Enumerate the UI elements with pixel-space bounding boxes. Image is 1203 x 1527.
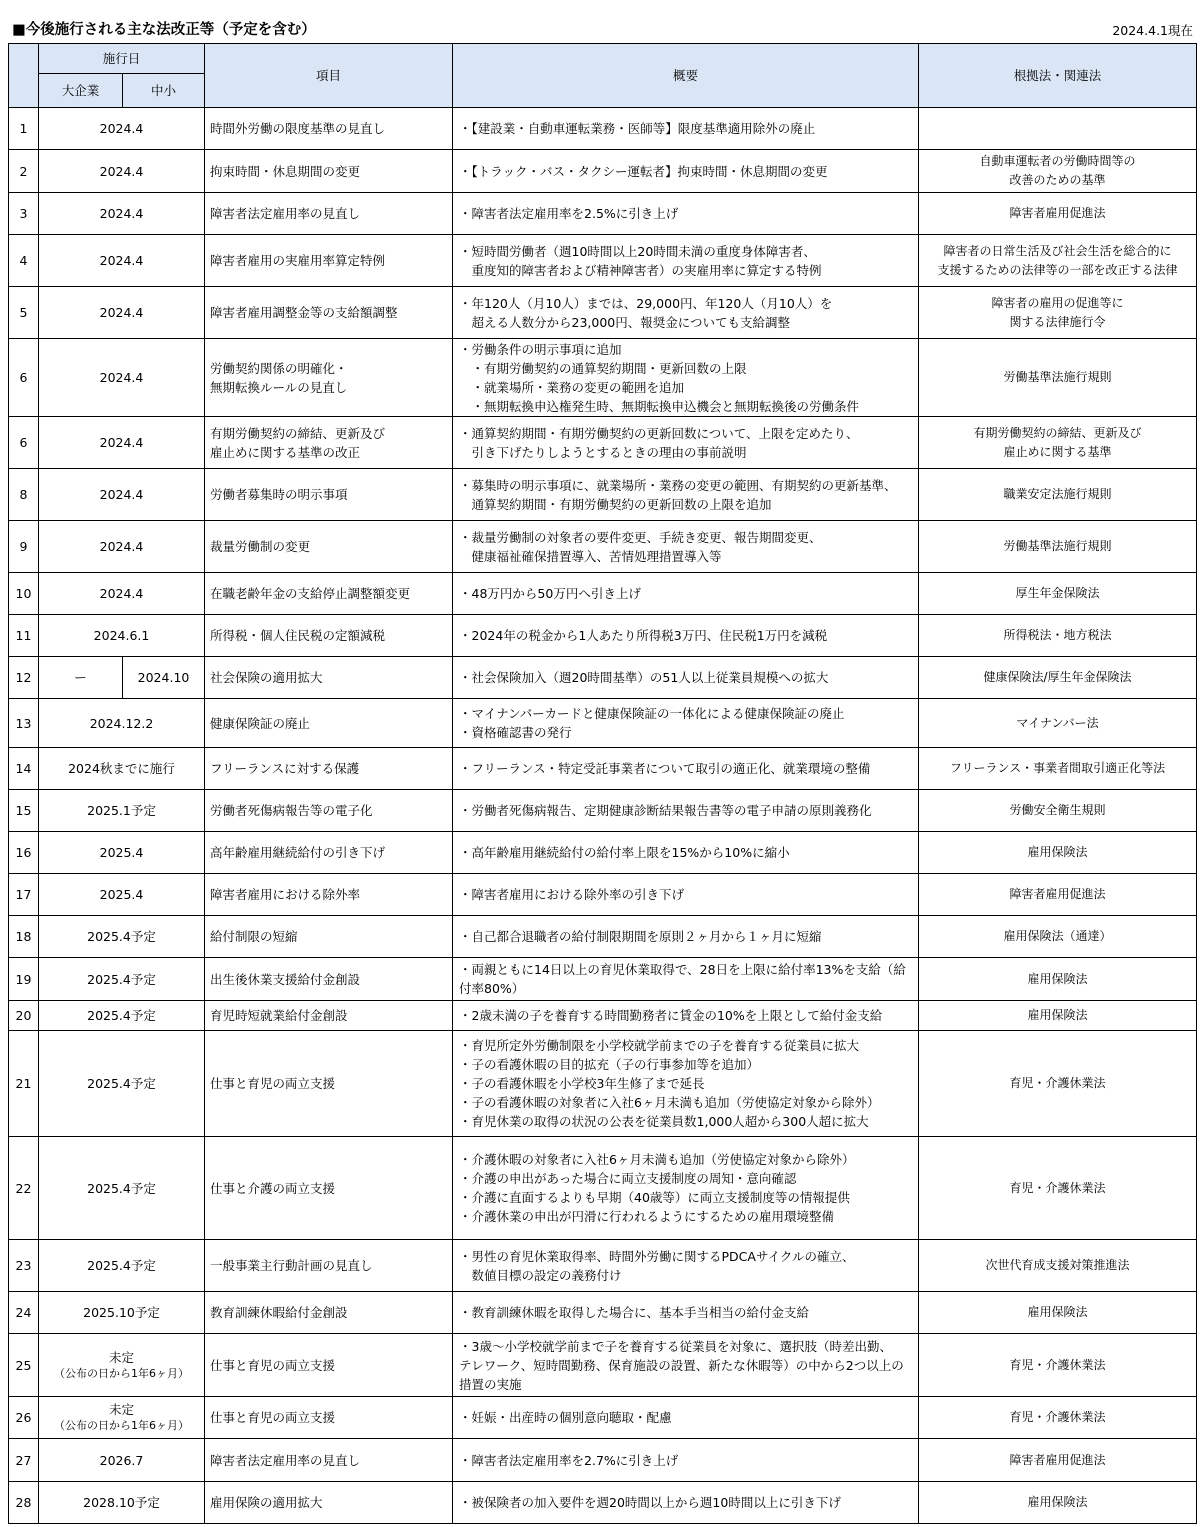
row-number: 18 (9, 916, 39, 958)
law-name: フリーランス・事業者間取引適正化等法 (919, 748, 1197, 790)
summary-text: ・男性の育児休業取得率、時間外労働に関するPDCAサイクルの確立、 数値目標の設定の義務付け (453, 1240, 919, 1292)
summary-text: ・育児所定外労働制限を小学校就学前までの子を養育する従業員に拡大 ・子の看護休暇の目的拡充（子の行事参加等を追加） ・子の看護休暇を小学校3年生修了まで延長 ・子の看護休暇の対象者に入社6ヶ月未満も追加（労使協定対象から除外） ・育児休業の取得の状況の公表を従業員数1,000人超から300人超に拡大 (453, 1031, 919, 1137)
law-name: 有期労働契約の締結、更新及び 雇止めに関する基準 (919, 417, 1197, 469)
effective-date: 2025.4予定 (39, 1240, 205, 1292)
item-name: 雇用保険の適用拡大 (205, 1482, 453, 1524)
table-row (9, 699, 1197, 748)
table-row (9, 615, 1197, 657)
summary-text: ・フリーランス・特定受託事業者について取引の適正化、就業環境の整備 (453, 748, 919, 790)
summary-text: ・募集時の明示事項に、就業場所・業務の変更の範囲、有期契約の更新基準、 通算契約期間・有期労働契約の更新回数の上限を追加 (453, 469, 919, 521)
law-name: 職業安定法施行規則 (919, 469, 1197, 521)
summary-text: ・障害者法定雇用率を2.5%に引き上げ (453, 193, 919, 235)
item-name: 障害者法定雇用率の見直し (205, 1439, 453, 1482)
item-name: 障害者雇用における除外率 (205, 874, 453, 916)
table-row (9, 150, 1197, 193)
item-name: 育児時短就業給付金創設 (205, 1001, 453, 1031)
summary-text: ・自己都合退職者の給付制限期間を原則２ヶ月から１ヶ月に短縮 (453, 916, 919, 958)
table-row (9, 657, 1197, 699)
row-number: 12 (9, 657, 39, 699)
row-number: 6 (9, 417, 39, 469)
item-name: 出生後休業支援給付金創設 (205, 958, 453, 1001)
effective-date: 2024.4 (39, 287, 205, 339)
effective-date-main: 未定 (109, 1402, 135, 1417)
summary-text: ・48万円から50万円へ引き上げ (453, 573, 919, 615)
table-row (9, 832, 1197, 874)
summary-text: ・2歳未満の子を養育する時間勤務者に賃金の10%を上限として給付金支給 (453, 1001, 919, 1031)
table-row (9, 469, 1197, 521)
effective-date (39, 1397, 205, 1439)
summary-text: ・裁量労働制の対象者の要件変更、手続き変更、報告期間変更、 健康福祉確保措置導入、苦情処理措置導入等 (453, 521, 919, 573)
law-name: 厚生年金保険法 (919, 573, 1197, 615)
item-name: 教育訓練休暇給付金創設 (205, 1292, 453, 1334)
effective-date: 2025.1予定 (39, 790, 205, 832)
summary-text: ・障害者法定雇用率を2.7%に引き上げ (453, 1439, 919, 1482)
summary-text: ・高年齢雇用継続給付の給付率上限を15%から10%に縮小 (453, 832, 919, 874)
item-name: 時間外労働の限度基準の見直し (205, 108, 453, 150)
summary-text: ・労働者死傷病報告、定期健康診断結果報告書等の電子申請の原則義務化 (453, 790, 919, 832)
effective-date: 2024.4 (39, 573, 205, 615)
table-row (9, 1482, 1197, 1524)
row-number: 3 (9, 193, 39, 235)
item-name: 社会保険の適用拡大 (205, 657, 453, 699)
law-name: 雇用保険法 (919, 1001, 1197, 1031)
item-name: 給付制限の短縮 (205, 916, 453, 958)
row-number: 19 (9, 958, 39, 1001)
law-name: 雇用保険法 (919, 832, 1197, 874)
effective-date: 2025.4予定 (39, 916, 205, 958)
effective-date: 2024.4 (39, 417, 205, 469)
header-large-company: 大企業 (39, 74, 123, 108)
row-number: 22 (9, 1137, 39, 1240)
law-name: 健康保険法/厚生年金保険法 (919, 657, 1197, 699)
summary-text: ・介護休暇の対象者に入社6ヶ月未満も追加（労使協定対象から除外） ・介護の申出があった場合に両立支援制度の周知・意向確認 ・介護に直面するよりも早期（40歳等）に両立支援制度等の情報提供 ・介護休業の申出が円滑に行われるようにするための雇用環境整備 (453, 1137, 919, 1240)
law-name: 障害者雇用促進法 (919, 193, 1197, 235)
law-name: 所得税法・地方税法 (919, 615, 1197, 657)
law-name: 雇用保険法 (919, 958, 1197, 1001)
effective-date: 2024.12.2 (39, 699, 205, 748)
law-name: 自動車運転者の労働時間等の 改善のための基準 (919, 150, 1197, 193)
effective-date-small: 2024.10 (123, 657, 205, 699)
row-number: 21 (9, 1031, 39, 1137)
row-number: 4 (9, 235, 39, 287)
table-row (9, 1439, 1197, 1482)
table-row (9, 790, 1197, 832)
summary-text: ・年120人（月10人）までは、29,000円、年120人（月10人）を 超える人数分から23,000円、報奨金についても支給調整 (453, 287, 919, 339)
table-row (9, 287, 1197, 339)
effective-date: 2024.6.1 (39, 615, 205, 657)
law-name: 労働安全衛生規則 (919, 790, 1197, 832)
effective-date: 2024.4 (39, 339, 205, 417)
law-name (919, 108, 1197, 150)
item-name: 拘束時間・休息期間の変更 (205, 150, 453, 193)
law-name: 雇用保険法 (919, 1482, 1197, 1524)
table-row (9, 193, 1197, 235)
effective-date-large: ー (39, 657, 123, 699)
item-name: 健康保険証の廃止 (205, 699, 453, 748)
row-number: 11 (9, 615, 39, 657)
table-row (9, 108, 1197, 150)
row-number: 6 (9, 339, 39, 417)
row-number: 17 (9, 874, 39, 916)
as-of-date: 2024.4.1現在 (1112, 23, 1193, 38)
law-name: 労働基準法施行規則 (919, 521, 1197, 573)
summary-text: ・【建設業・自動車運転業務・医師等】限度基準適用除外の廃止 (453, 108, 919, 150)
effective-date-note: （公布の日から1年6ヶ月） (54, 1366, 189, 1380)
table-row (9, 235, 1197, 287)
effective-date: 2025.4予定 (39, 1001, 205, 1031)
header-small-company: 中小 (123, 74, 205, 108)
effective-date: 2025.10予定 (39, 1292, 205, 1334)
row-number: 23 (9, 1240, 39, 1292)
item-name: 障害者雇用調整金等の支給額調整 (205, 287, 453, 339)
row-number: 9 (9, 521, 39, 573)
row-number: 20 (9, 1001, 39, 1031)
row-number: 24 (9, 1292, 39, 1334)
summary-text: ・障害者雇用における除外率の引き下げ (453, 874, 919, 916)
summary-text: ・労働条件の明示事項に追加 ・有期労働契約の通算契約期間・更新回数の上限 ・就業場所・業務の変更の範囲を追加 ・無期転換申込権発生時、無期転換申込機会と無期転換後の労働条件 (453, 339, 919, 417)
table-row (9, 748, 1197, 790)
row-number: 26 (9, 1397, 39, 1439)
effective-date: 2025.4予定 (39, 1137, 205, 1240)
table-row (9, 916, 1197, 958)
header-summary: 概要 (453, 44, 919, 108)
item-name: 仕事と育児の両立支援 (205, 1031, 453, 1137)
effective-date (39, 1334, 205, 1397)
effective-date: 2026.7 (39, 1439, 205, 1482)
table-row (9, 1240, 1197, 1292)
law-name: 次世代育成支援対策推進法 (919, 1240, 1197, 1292)
table-row (9, 1031, 1197, 1137)
law-name: 障害者の日常生活及び社会生活を総合的に 支援するための法律等の一部を改正する法律 (919, 235, 1197, 287)
item-name: 在職老齢年金の支給停止調整額変更 (205, 573, 453, 615)
row-number: 28 (9, 1482, 39, 1524)
summary-text: ・3歳～小学校就学前まで子を養育する従業員を対象に、選択肢（時差出勤、 テレワーク、短時間勤務、保育施設の設置、新たな休暇等）の中から2つ以上の 措置の実施 (453, 1334, 919, 1397)
item-name: 高年齢雇用継続給付の引き下げ (205, 832, 453, 874)
header-law: 根拠法・関連法 (919, 44, 1197, 108)
item-name: 障害者雇用の実雇用率算定特例 (205, 235, 453, 287)
law-name: 育児・介護休業法 (919, 1031, 1197, 1137)
table-row (9, 1334, 1197, 1397)
table-row (9, 1001, 1197, 1031)
row-number: 2 (9, 150, 39, 193)
row-number: 15 (9, 790, 39, 832)
effective-date: 2024秋までに施行 (39, 748, 205, 790)
summary-text: ・両親ともに14日以上の育児休業取得で、28日を上限に給付率13%を支給（給 付率80%） (453, 958, 919, 1001)
row-number: 27 (9, 1439, 39, 1482)
effective-date: 2024.4 (39, 193, 205, 235)
item-name: 労働者死傷病報告等の電子化 (205, 790, 453, 832)
effective-date-note: （公布の日から1年6ヶ月） (54, 1419, 189, 1432)
effective-date: 2024.4 (39, 108, 205, 150)
effective-date: 2024.4 (39, 469, 205, 521)
table-row (9, 339, 1197, 417)
table-row (9, 1292, 1197, 1334)
law-name: 育児・介護休業法 (919, 1334, 1197, 1397)
item-name: 労働契約関係の明確化・ 無期転換ルールの見直し (205, 339, 453, 417)
item-name: 仕事と育児の両立支援 (205, 1397, 453, 1439)
effective-date: 2024.4 (39, 521, 205, 573)
header-no (9, 44, 39, 108)
item-name: 仕事と介護の両立支援 (205, 1137, 453, 1240)
summary-text: ・通算契約期間・有期労働契約の更新回数について、上限を定めたり、 引き下げたりしようとするときの理由の事前説明 (453, 417, 919, 469)
table-row (9, 1137, 1197, 1240)
item-name: 労働者募集時の明示事項 (205, 469, 453, 521)
row-number: 1 (9, 108, 39, 150)
law-name: 障害者雇用促進法 (919, 1439, 1197, 1482)
item-name: 仕事と育児の両立支援 (205, 1334, 453, 1397)
table-row (9, 874, 1197, 916)
law-name: 障害者雇用促進法 (919, 874, 1197, 916)
law-changes-table (8, 43, 1197, 1524)
effective-date: 2025.4予定 (39, 1031, 205, 1137)
table-row (9, 573, 1197, 615)
table-row (9, 1397, 1197, 1439)
table-body (9, 108, 1197, 1524)
header-effective-date: 施行日 (39, 44, 205, 74)
summary-text: ・2024年の税金から1人あたり所得税3万円、住民税1万円を減税 (453, 615, 919, 657)
effective-date: 2028.10予定 (39, 1482, 205, 1524)
summary-text: ・教育訓練休暇を取得した場合に、基本手当相当の給付金支給 (453, 1292, 919, 1334)
summary-text: ・被保険者の加入要件を週20時間以上から週10時間以上に引き下げ (453, 1482, 919, 1524)
law-name: 育児・介護休業法 (919, 1137, 1197, 1240)
row-number: 16 (9, 832, 39, 874)
item-name: フリーランスに対する保護 (205, 748, 453, 790)
row-number: 8 (9, 469, 39, 521)
row-number: 13 (9, 699, 39, 748)
effective-date: 2024.4 (39, 150, 205, 193)
table-row (9, 417, 1197, 469)
header-item: 項目 (205, 44, 453, 108)
item-name: 有期労働契約の締結、更新及び 雇止めに関する基準の改正 (205, 417, 453, 469)
summary-text: ・妊娠・出産時の個別意向聴取・配慮 (453, 1397, 919, 1439)
row-number: 14 (9, 748, 39, 790)
law-name: 雇用保険法（通達） (919, 916, 1197, 958)
law-name: 育児・介護休業法 (919, 1397, 1197, 1439)
table-row (9, 958, 1197, 1001)
table-header (9, 44, 1197, 108)
table-row (9, 521, 1197, 573)
summary-text: ・短時間労働者（週10時間以上20時間未満の重度身体障害者、 重度知的障害者および精神障害者）の実雇用率に算定する特例 (453, 235, 919, 287)
row-number: 25 (9, 1334, 39, 1397)
law-name: 雇用保険法 (919, 1292, 1197, 1334)
law-name: 労働基準法施行規則 (919, 339, 1197, 417)
item-name: 裁量労働制の変更 (205, 521, 453, 573)
effective-date: 2025.4予定 (39, 958, 205, 1001)
effective-date: 2025.4 (39, 874, 205, 916)
law-name: マイナンバー法 (919, 699, 1197, 748)
item-name: 一般事業主行動計画の見直し (205, 1240, 453, 1292)
row-number: 10 (9, 573, 39, 615)
effective-date: 2024.4 (39, 235, 205, 287)
law-name: 障害者の雇用の促進等に 関する法律施行令 (919, 287, 1197, 339)
effective-date: 2025.4 (39, 832, 205, 874)
effective-date-main: 未定 (109, 1349, 135, 1365)
summary-text: ・社会保険加入（週20時間基準）の51人以上従業員規模への拡大 (453, 657, 919, 699)
summary-text: ・マイナンバーカードと健康保険証の一体化による健康保険証の廃止 ・資格確認書の発行 (453, 699, 919, 748)
item-name: 所得税・個人住民税の定額減税 (205, 615, 453, 657)
page-title: ■今後施行される主な法改正等（予定を含む） (12, 22, 316, 38)
item-name: 障害者法定雇用率の見直し (205, 193, 453, 235)
row-number: 5 (9, 287, 39, 339)
summary-text: ・【トラック・バス・タクシー運転者】拘束時間・休息期間の変更 (453, 150, 919, 193)
